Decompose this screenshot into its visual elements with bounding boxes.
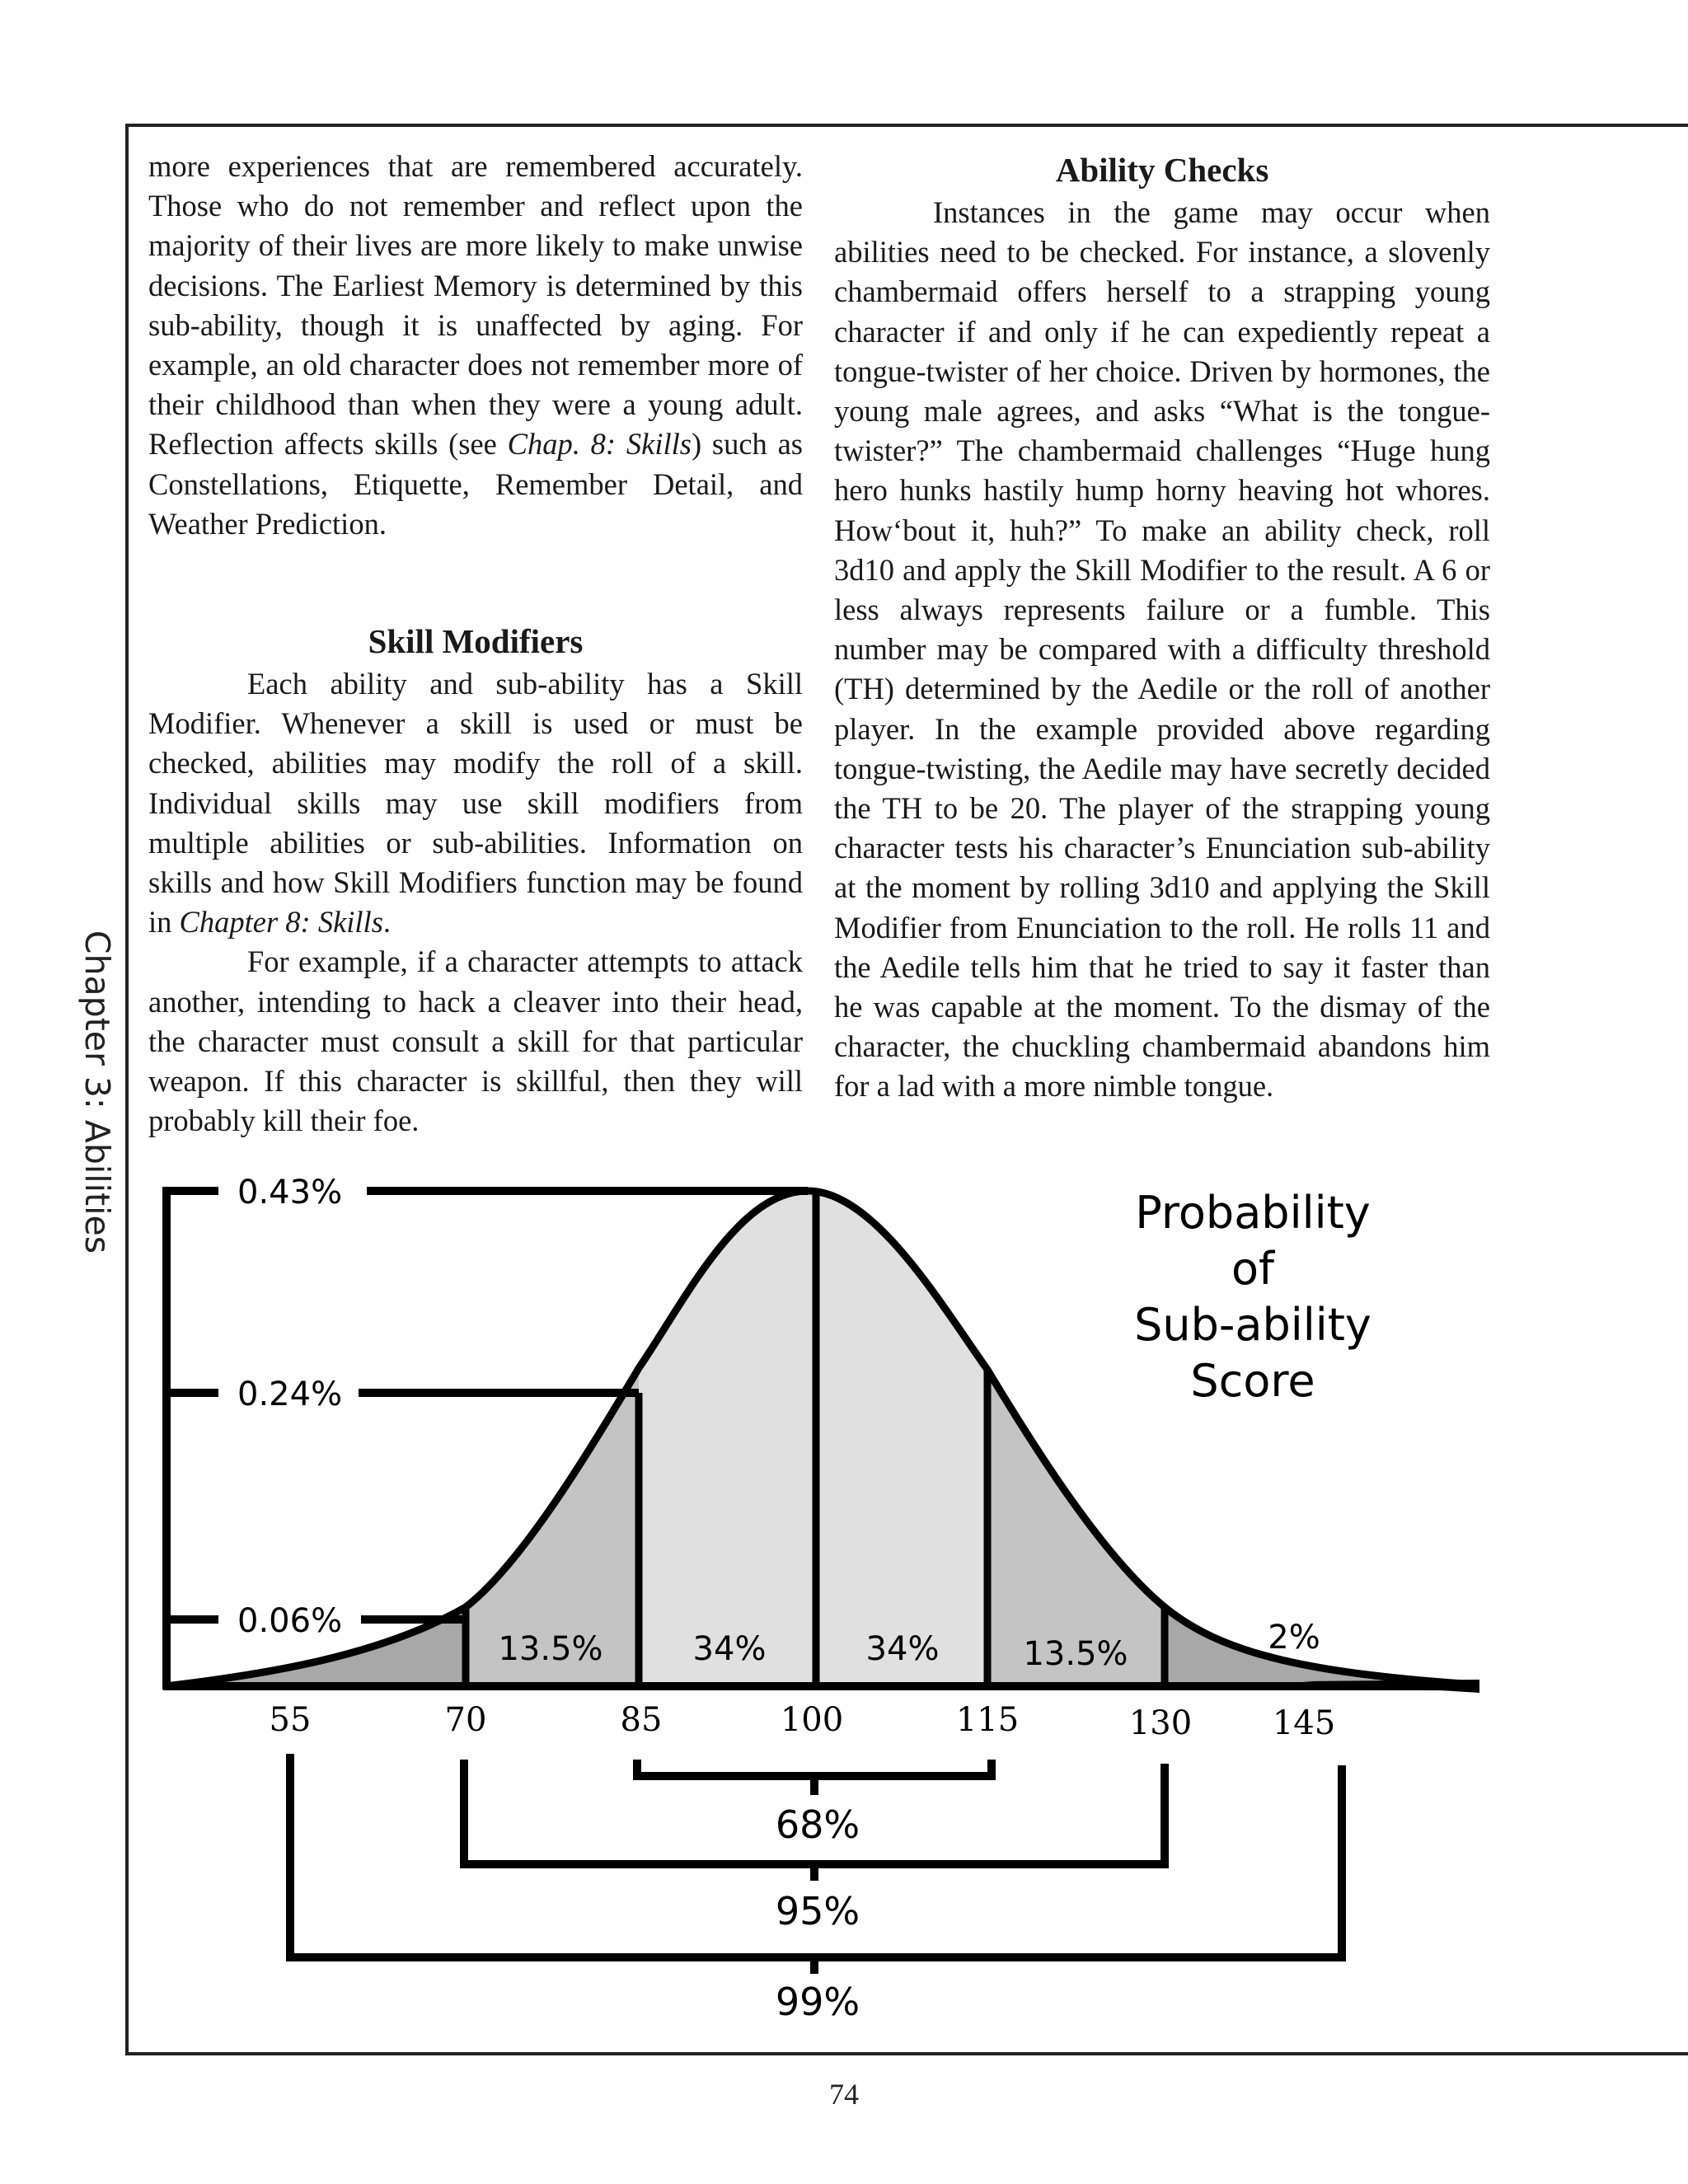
figure-title-line-2: of <box>1231 1243 1275 1295</box>
x-tick-100: 100 <box>780 1701 844 1739</box>
band-label-13-5-right: 13.5% <box>1023 1635 1128 1673</box>
x-tick-115: 115 <box>955 1701 1020 1739</box>
band-label-13-5-left: 13.5% <box>498 1630 603 1668</box>
left-paragraph-2-end: . <box>382 905 392 940</box>
left-column <box>148 147 803 1141</box>
x-tick-85: 85 <box>620 1701 663 1739</box>
bell-curve-svg <box>148 1170 1484 2044</box>
spacer <box>148 544 803 618</box>
ability-checks-heading: Ability Checks <box>1055 151 1269 189</box>
right-column <box>834 147 1490 1107</box>
skill-modifiers-heading: Skill Modifiers <box>368 622 584 661</box>
bracket-68 <box>637 1760 992 1776</box>
left-paragraph-2-text: Each ability and sub-ability has a Skill Modifier. Whenever a skill is used or must be checked, abilities may modify the roll of a skill. Individual skills may use skill modifiers from multiple abilities or sub-abilities. Information on skills and how Skill Modifiers function may be found in <box>148 667 803 940</box>
x-tick-145: 145 <box>1272 1704 1336 1742</box>
left-paragraph-3: For example, if a character attempts to attack another, intending to hack a cleaver into their head, the character must consult a skill for that particular weapon. If this character is skillful, then they will probably kill their foe. <box>148 944 803 1138</box>
range-label-99: 99% <box>775 1980 860 2024</box>
range-label-95: 95% <box>775 1889 860 1933</box>
y-label-006: 0.06% <box>237 1602 343 1640</box>
figure-title-line-3: Sub-ability <box>1134 1299 1372 1351</box>
left-paragraph-1 <box>148 147 803 544</box>
chapter-reference: Chap. 8: Skills <box>507 427 692 462</box>
x-tick-70: 70 <box>444 1701 487 1739</box>
range-label-68: 68% <box>775 1802 860 1847</box>
probability-figure <box>148 1170 1484 2044</box>
chapter-reference: Chapter 8: Skills <box>179 905 383 940</box>
right-paragraph-1: Instances in the game may occur when abilities need to be checked. For instance, a slovenly chambermaid offers herself to a strapping young character if and only if he can expediently repeat a tongue-twister of her choice. Driven by hormones, the young male agrees, and asks “What is the tongue-twister?” The chambermaid challenges “Huge hung hero hunks hastily hump horny heaving hot whores. How‘bout it, huh?” To make an ability check, roll 3d10 and apply the Skill Modifier to the result. A 6 or less always represents failure or a fumble. This number may be compared with a difficulty threshold (TH) determined by the Aedile or the roll of another player. In the example provided above regarding tongue-twisting, the Aedile may have secretly decided the TH to be 20. The player of the strapping young character tests his character’s Enunciation sub-ability at the moment by rolling 3d10 and applying the Skill Modifier from Enunciation to the roll. He rolls 11 and the Aedile tells him that he tried to say it faster than he was capable at the moment. To the dismay of the character, the chuckling chambermaid abandons him for a lad with a more nimble tongue. <box>834 195 1490 1104</box>
left-paragraph-2 <box>148 664 803 942</box>
band-label-34-left: 34% <box>692 1630 767 1668</box>
figure-title-line-1: Probability <box>1135 1187 1371 1239</box>
x-tick-130: 130 <box>1128 1704 1193 1742</box>
figure-title-line-4: Score <box>1190 1355 1315 1407</box>
y-label-024: 0.24% <box>237 1376 343 1413</box>
chapter-side-label-text: Chapter 3: Abilities <box>77 930 117 1254</box>
band-label-34-right: 34% <box>865 1630 940 1668</box>
x-tick-55: 55 <box>269 1701 312 1739</box>
band-label-2: 2% <box>1268 1619 1320 1657</box>
left-paragraph-1-end: ) such as Constellations, Etiquette, Remember Detail, and Weather Prediction. <box>148 427 804 541</box>
page-number: 74 <box>829 2078 859 2111</box>
left-paragraph-1-text: more experiences that are remembered accurately. Those who do not remember and reflect upon the majority of their lives are more likely to make unwise decisions. The Earliest Memory is determined by this sub-ability, though it is unaffected by aging. For example, an old character does not remember more of their childhood than when they were a young adult. Reflection affects skills (see <box>148 149 803 462</box>
y-label-043: 0.43% <box>237 1174 343 1212</box>
